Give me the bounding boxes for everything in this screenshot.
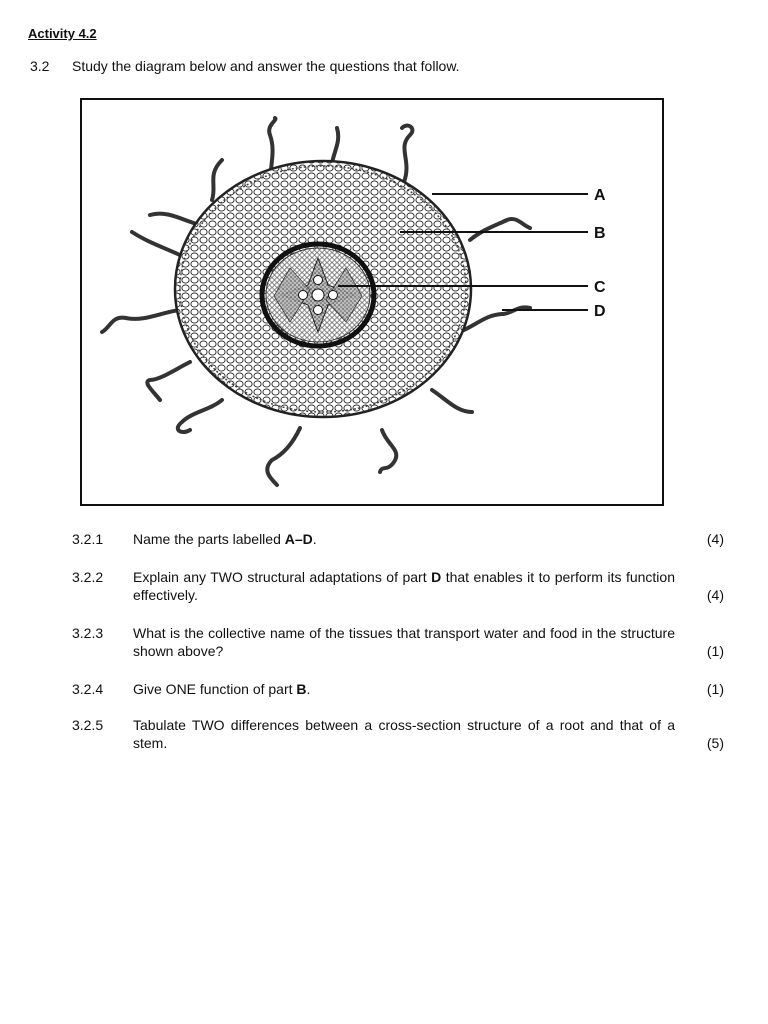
question-instruction: Study the diagram below and answer the questions that follow.	[72, 58, 460, 74]
label-d: D	[594, 303, 606, 320]
subquestion-text: Name the parts labelled A–D.	[133, 531, 317, 547]
subquestion-marks: (1)	[706, 643, 724, 659]
label-b: B	[594, 225, 606, 242]
subquestion-number: 3.2.4	[72, 681, 104, 697]
subquestion-number: 3.2.3	[72, 625, 104, 641]
subquestion-marks: (1)	[706, 681, 724, 697]
subquestion-marks: (5)	[706, 735, 724, 751]
subquestion-number: 3.2.5	[72, 717, 104, 733]
subquestion-marks: (4)	[706, 587, 724, 603]
activity-title: Activity 4.2	[28, 26, 97, 41]
subquestion-number: 3.2.1	[72, 531, 104, 547]
subquestion-number: 3.2.2	[72, 569, 104, 585]
subquestion-text: Give ONE function of part B.	[133, 681, 311, 697]
root-cross-section-svg	[82, 100, 666, 508]
subquestion-text: Explain any TWO structural adaptations of part D that enables it to perform its function effectively.	[133, 569, 675, 603]
question-instruction-line	[30, 58, 460, 74]
root-cross-section-diagram	[80, 98, 664, 506]
subquestion-text: What is the collective name of the tissues that transport water and food in the structure shown above?	[133, 625, 675, 659]
subquestion-text: Tabulate TWO differences between a cross-section structure of a root and that of a stem.	[133, 717, 675, 751]
question-number: 3.2	[30, 58, 50, 74]
label-c: C	[594, 279, 606, 296]
label-a: A	[594, 187, 606, 204]
subquestion-marks: (4)	[706, 531, 724, 547]
